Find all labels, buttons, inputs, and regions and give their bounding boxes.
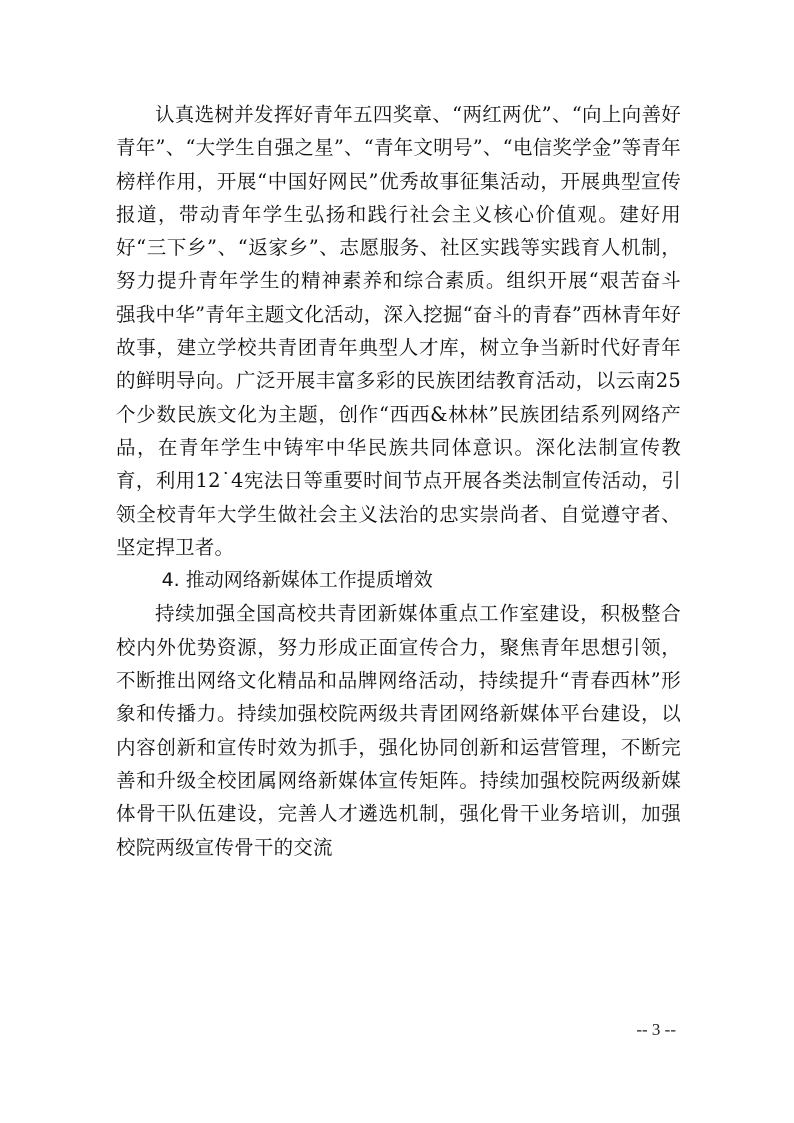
paragraph-role-models: 认真选树并发挥好青年五四奖章、“两红两优”、“向上向善好青年”、“大学生自强之星”、“青年文明号”、“电信奖学金”等青年榜样作用，开展“中国好网民”优秀故事征集活动，开展典型宣传报道，带动青年学生弘扬和践行社会主义核心价值观。建好用好“三下乡”、“返家乡”、志愿服务、社区实践等实践育人机制，努力提升青年学生的精神素养和综合素质。组织开展“艰苦奋斗 强我中华”青年主题文化活动，深入挖掘“奋斗的青春”西林青年好故事，建立学校共青团青年典型人才库，树立争当新时代好青年的鲜明导向。广泛开展丰富多彩的民族团结教育活动，以云南25个少数民族文化为主题，创作“西西&林林”民族团结系列网络产品，在青年学生中铸牢中华民族共同体意识。深化法制宣传教育，利用12˙4宪法日等重要时间节点开展各类法制宣传活动，引领全校青年大学生做社会主义法治的忠实崇尚者、自觉遵守者、坚定捍卫者。: [116, 103, 681, 559]
document-body: [116, 98, 681, 864]
page-number: -- 3 --: [636, 1020, 676, 1039]
section-heading-4: 4. 推动网络新媒体工作提质增效: [161, 569, 433, 592]
paragraph-new-media: 持续加强全国高校共青团新媒体重点工作室建设，积极整合校内外优势资源，努力形成正面宣传合力，聚焦青年思想引领，不断推出网络文化精品和品牌网络活动，持续提升“青春西林”形象和传播力。持续加强校院两级共青团网络新媒体平台建设，以内容创新和宣传时效为抓手，强化协同创新和运营管理，不断完善和升级全校团属网络新媒体宣传矩阵。持续加强校院两级新媒体骨干队伍建设，完善人才遴选机制，强化骨干业务培训，加强校院两级宣传骨干的交流: [116, 602, 681, 859]
